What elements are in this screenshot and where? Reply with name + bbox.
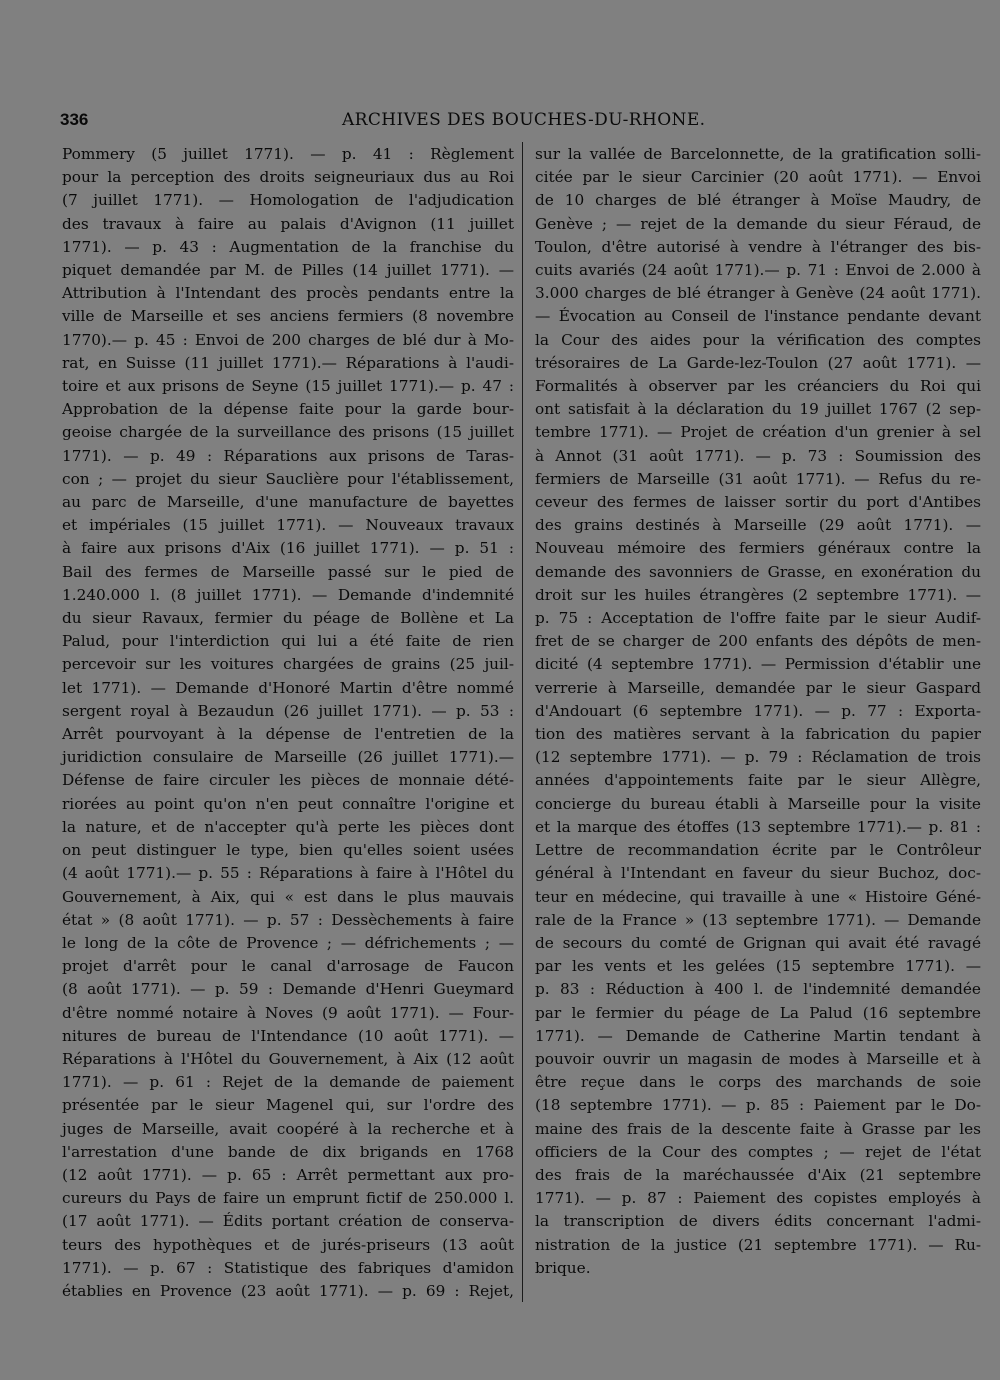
text-line: la transcription de divers édits concernant l'admi- [535,1212,981,1231]
text-line: Toulon, d'être autorisé à vendre à l'étranger des bis- [535,237,981,256]
text-line: 1771). — p. 87 : Paiement des copistes employés à [535,1189,981,1208]
text-line: Pommery (5 juillet 1771). — p. 41 : Règlement [62,145,514,163]
text-line: la Cour des aides pour la vérification des comptes [535,330,981,349]
text-line: Défense de faire circuler les pièces de monnaie dété- [62,771,514,790]
text-line: 1771). — p. 61 : Rejet de la demande de paiement [62,1073,514,1092]
column-divider [522,142,523,1302]
text-line: pouvoir ouvrir un magasin de modes à Marseille et à [535,1049,981,1068]
text-line: Nouveau mémoire des fermiers généraux contre la [535,539,981,558]
text-line: juridiction consulaire de Marseille (26 juillet 1771).— [62,748,514,767]
text-line: cureurs du Pays de faire un emprunt fictif de 250.000 l. [62,1189,514,1208]
text-line: 1771). — p. 67 : Statistique des fabriques d'amidon [62,1258,514,1277]
text-line: 1770).— p. 45 : Envoi de 200 charges de blé dur à Mo- [62,330,514,349]
text-line: 1771). — p. 49 : Réparations aux prisons de Taras- [62,446,514,465]
text-line: (18 septembre 1771). — p. 85 : Paiement par le Do- [535,1096,981,1115]
text-line: — Évocation au Conseil de l'instance pendante devant [535,307,981,326]
text-line: 1771). — p. 43 : Augmentation de la franchise du [62,237,514,256]
text-line: trésoraires de La Garde-lez-Toulon (27 août 1771). — [535,353,981,372]
text-line: Attribution à l'Intendant des procès pendants entre la [62,284,514,303]
text-line: général à l'Intendant en faveur du sieur Buchoz, doc- [535,864,981,883]
text-line: des frais de la maréchaussée d'Aix (21 septembre [535,1165,981,1184]
text-line: état » (8 août 1771). — p. 57 : Dessèchements à faire [62,910,514,929]
text-line: Genève ; — rejet de la demande du sieur Féraud, de [535,214,981,233]
text-line: fret de se charger de 200 enfants des dépôts de men- [535,632,981,651]
text-line: nistration de la justice (21 septembre 1771). — Ru- [535,1235,981,1254]
text-line: 1771). — Demande de Catherine Martin tendant à [535,1026,981,1045]
text-line: (7 juillet 1771). — Homologation de l'adjudication [62,191,514,210]
text-line: con ; — projet du sieur Sauclière pour l'établissement, [62,469,514,488]
text-line: présentée par le sieur Magenel qui, sur l'ordre des [62,1096,514,1115]
text-line: à faire aux prisons d'Aix (16 juillet 1771). — p. 51 : [62,539,514,558]
text-line: (4 août 1771).— p. 55 : Réparations à faire à l'Hôtel du [62,864,514,883]
text-line: Arrêt pourvoyant à la dépense de l'entretien de la [62,725,514,744]
text-line: (8 août 1771). — p. 59 : Demande d'Henri Gueymard [62,980,514,999]
text-line: riorées au point qu'on n'en peut connaître l'origine et [62,794,514,813]
text-line: projet d'arrêt pour le canal d'arrosage de Faucon [62,957,514,976]
running-title: ARCHIVES DES BOUCHES-DU-RHONE. [342,110,706,130]
text-line: demande des savonniers de Grasse, en exonération du [535,562,981,581]
text-line: des travaux à faire au palais d'Avignon (11 juillet [62,214,514,233]
text-line: ville de Marseille et ses anciens fermiers (8 novembre [62,307,514,326]
text-line: officiers de la Cour des comptes ; — rejet de l'état [535,1142,981,1161]
text-line: (12 août 1771). — p. 65 : Arrêt permettant aux pro- [62,1165,514,1184]
text-line: Réparations à l'Hôtel du Gouvernement, à Aix (12 août [62,1049,514,1068]
text-line: let 1771). — Demande d'Honoré Martin d'être nommé [62,678,514,697]
text-line: Approbation de la dépense faite pour la garde bour- [62,400,514,419]
text-line: et la marque des étoffes (13 septembre 1771).— p. 81 : [535,817,981,836]
text-line: établies en Provence (23 août 1771). — p. 69 : Rejet, [62,1281,514,1300]
text-line: on peut distinguer le type, bien qu'elles soient usées [62,841,514,860]
text-line: piquet demandée par M. de Pilles (14 juillet 1771). — [62,261,514,280]
text-line: (12 septembre 1771). — p. 79 : Réclamation de trois [535,748,981,767]
text-line: sergent royal à Bezaudun (26 juillet 1771). — p. 53 : [62,701,514,720]
text-line: p. 75 : Acceptation de l'offre faite par le sieur Audif- [535,609,981,628]
text-line: Lettre de recommandation écrite par le Contrôleur [535,841,981,860]
text-line: brique. [535,1258,591,1277]
text-line: par les vents et les gelées (15 septembre 1771). — [535,957,981,976]
text-line: des grains destinés à Marseille (29 août 1771). — [535,516,981,535]
text-line: d'être nommé notaire à Noves (9 août 1771). — Four- [62,1003,514,1022]
text-line: Gouvernement, à Aix, qui « est dans le plus mauvais [62,887,514,906]
text-line: être reçue dans le corps des marchands de soie [535,1073,981,1092]
text-line: à Annot (31 août 1771). — p. 73 : Soumission des [535,446,981,465]
page-header [0,110,1000,136]
text-line: rat, en Suisse (11 juillet 1771).— Réparations à l'audi- [62,353,514,372]
text-line: ceveur des fermes de laisser sortir du port d'Antibes [535,493,981,512]
text-line: d'Andouart (6 septembre 1771). — p. 77 : Exporta- [535,701,981,720]
text-line: verrerie à Marseille, demandée par le sieur Gaspard [535,678,981,697]
text-line: tion des matières servant à la fabrication du papier [535,725,981,744]
text-line: nitures de bureau de l'Intendance (10 août 1771). — [62,1026,514,1045]
text-line: de secours du comté de Grignan qui avait été ravagé [535,933,981,952]
text-line: années d'appointements faite par le sieur Allègre, [535,771,981,790]
text-line: cuits avariés (24 août 1771).— p. 71 : Envoi de 2.000 à [535,261,981,280]
text-line: au parc de Marseille, d'une manufacture de bayettes [62,493,514,512]
text-line: p. 83 : Réduction à 400 l. de l'indemnité demandée [535,980,981,999]
text-line: 3.000 charges de blé étranger à Genève (24 août 1771). [535,284,981,303]
text-line: Formalités à observer par les créanciers du Roi qui [535,377,981,396]
left-text-column [62,143,514,1303]
text-line: percevoir sur les voitures chargées de grains (25 juil- [62,655,514,674]
page-number: 336 [60,110,89,129]
text-line: teurs des hypothèques et de jurés-priseurs (13 août [62,1235,514,1254]
text-line: concierge du bureau établi à Marseille pour la visite [535,794,981,813]
text-line: le long de la côte de Provence ; — défrichements ; — [62,933,514,952]
text-line: ont satisfait à la déclaration du 19 juillet 1767 (2 sep- [535,400,981,419]
text-line: Palud, pour l'interdiction qui lui a été faite de rien [62,632,514,651]
text-line: juges de Marseille, avait coopéré à la recherche et à [62,1119,514,1138]
text-line: dicité (4 septembre 1771). — Permission d'établir une [535,655,981,674]
text-line: rale de la France » (13 septembre 1771). — Demande [535,910,981,929]
text-line: citée par le sieur Carcinier (20 août 1771). — Envoi [535,168,981,187]
text-line: du sieur Ravaux, fermier du péage de Bollène et La [62,609,514,628]
text-line: fermiers de Marseille (31 août 1771). — Refus du re- [535,469,981,488]
text-line: pour la perception des droits seigneuriaux dus au Roi [62,168,514,187]
text-line: droit sur les huiles étrangères (2 septembre 1771). — [535,585,981,604]
text-line: par le fermier du péage de La Palud (16 septembre [535,1003,981,1022]
text-line: teur en médecine, qui travaille à une « Histoire Géné- [535,887,981,906]
right-text-column [535,143,981,1280]
text-line: de 10 charges de blé étranger à Moïse Maudry, de [535,191,981,210]
text-line: l'arrestation d'une bande de dix brigands en 1768 [62,1142,514,1161]
text-line: et impériales (15 juillet 1771). — Nouveaux travaux [62,516,514,535]
text-line: sur la vallée de Barcelonnette, de la gratification solli- [535,145,981,163]
text-line: geoise chargée de la surveillance des prisons (15 juillet [62,423,514,442]
text-line: maine des frais de la descente faite à Grasse par les [535,1119,981,1138]
text-line: 1.240.000 l. (8 juillet 1771). — Demande d'indemnité [62,585,514,604]
text-line: la nature, et de n'accepter qu'à perte les pièces dont [62,817,514,836]
text-line: (17 août 1771). — Édits portant création de conserva- [62,1212,514,1231]
text-line: toire et aux prisons de Seyne (15 juillet 1771).— p. 47 : [62,377,514,396]
text-line: Bail des fermes de Marseille passé sur le pied de [62,562,514,581]
text-line: tembre 1771). — Projet de création d'un grenier à sel [535,423,981,442]
